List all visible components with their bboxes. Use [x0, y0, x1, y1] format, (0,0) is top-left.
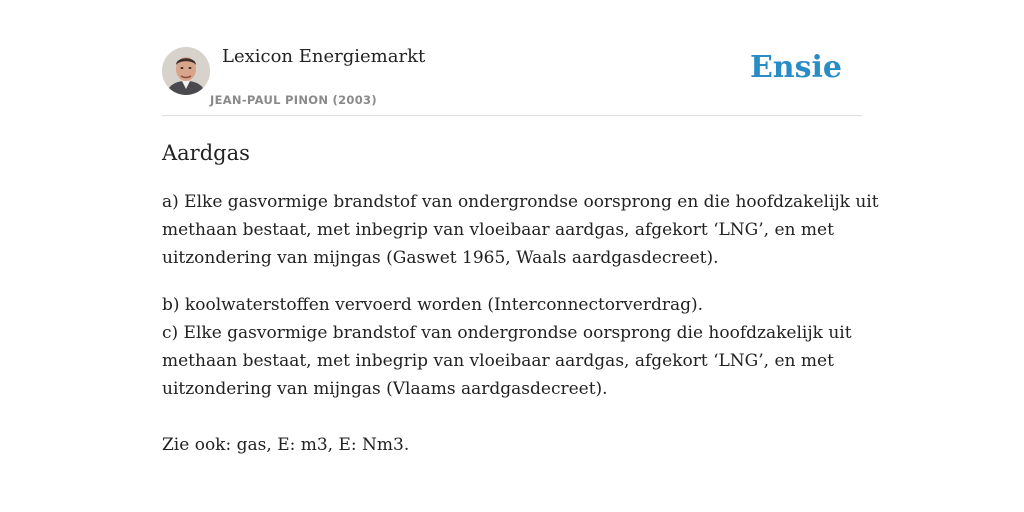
see-also-link-m3[interactable]: E: m3: [277, 435, 328, 455]
see-also-separator: ,: [327, 435, 339, 455]
definition-line: methaan bestaat, met inbegrip van vloeibaar aardgas, afgekort ‘LNG’, en met: [162, 220, 834, 240]
definition-line: uitzondering van mijngas (Gaswet 1965, Waals aardgasdecreet).: [162, 248, 719, 268]
definition-line: methaan bestaat, met inbegrip van vloeibaar aardgas, afgekort ‘LNG’, en met: [162, 351, 834, 371]
definition-line: a) Elke gasvormige brandstof van ondergrondse oorsprong en die hoofdzakelijk uit: [162, 192, 879, 212]
see-also-link-nm3[interactable]: E: Nm3: [338, 435, 404, 455]
definition-paragraph-a: [162, 188, 879, 272]
term-title: Aardgas: [162, 141, 250, 165]
see-also: [162, 431, 862, 459]
see-also-prefix: Zie ook:: [162, 435, 237, 455]
ensie-logo[interactable]: Ensie: [749, 50, 842, 85]
definition-line: b) koolwaterstoffen vervoerd worden (Interconnectorverdrag).: [162, 295, 704, 315]
author-avatar: [162, 47, 210, 95]
definition-paragraph-bc: [162, 291, 862, 403]
see-also-link-gas[interactable]: gas: [236, 435, 267, 455]
author-name[interactable]: JEAN-PAUL PINON (2003): [210, 93, 377, 107]
lexicon-card: [162, 38, 879, 459]
definition-line: c) Elke gasvormige brandstof van ondergrondse oorsprong die hoofdzakelijk uit: [162, 323, 852, 343]
lexicon-title[interactable]: Lexicon Energiemarkt: [222, 46, 426, 67]
see-also-suffix: .: [403, 435, 410, 455]
definition-line: uitzondering van mijngas (Vlaams aardgasdecreet).: [162, 379, 608, 399]
card-header: [162, 38, 862, 116]
see-also-separator: ,: [266, 435, 278, 455]
definition-body: [162, 188, 879, 403]
